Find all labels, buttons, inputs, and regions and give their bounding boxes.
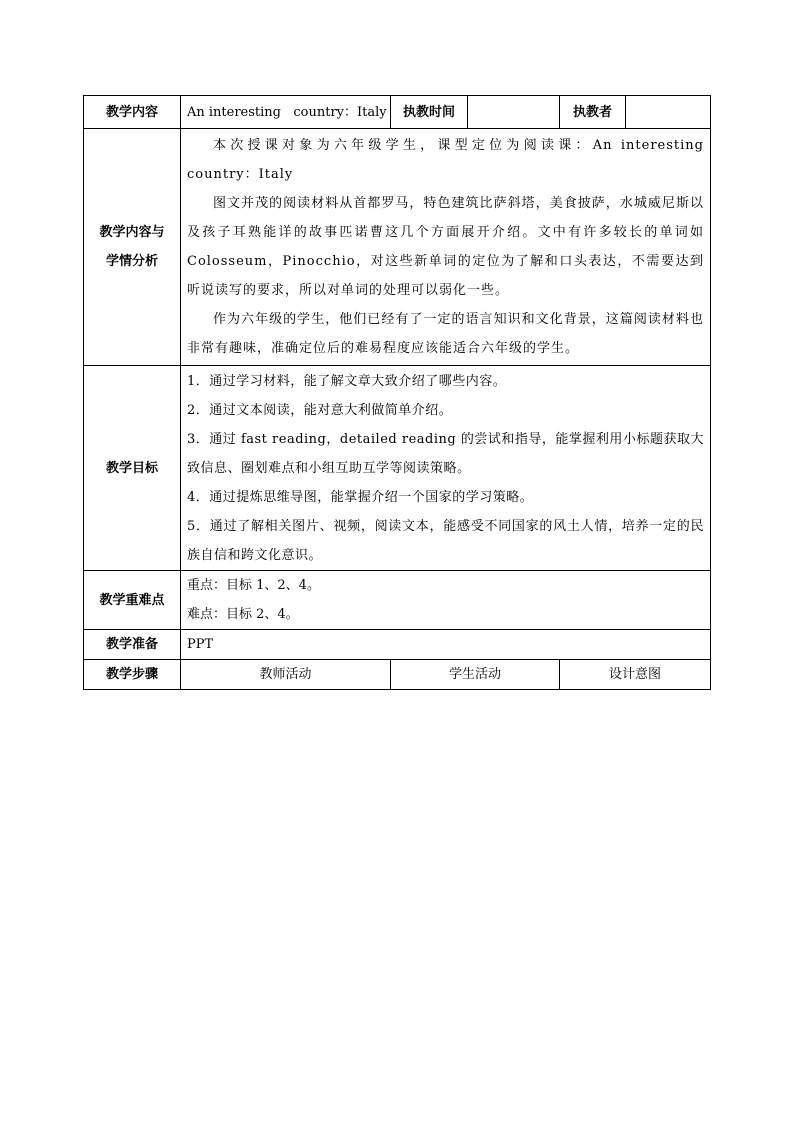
row-content bbox=[84, 96, 711, 129]
goal-item-1: 1．通过学习材料，能了解文章大致介绍了哪些内容。 bbox=[187, 373, 507, 389]
analysis-paragraph-1: 本次授课对象为六年级学生，课型定位为阅读课：An interesting country：Italy bbox=[187, 138, 704, 182]
time-label: 执教时间 bbox=[391, 96, 468, 129]
goal-item-4: 4．通过提炼思维导图，能掌握介绍一个国家的学习策略。 bbox=[187, 489, 534, 505]
goals-label: 教学目标 bbox=[84, 366, 181, 571]
goal-item-5: 5．通过了解相关图片、视频，阅读文本，能感受不同国家的风土人情，培养一定的民族自信和跨文化意识。 bbox=[187, 518, 704, 563]
steps-label: 教学步骤 bbox=[84, 660, 181, 690]
goal-item-3: 3．通过 fast reading，detailed reading 的尝试和指导，能掌握利用小标题获取大致信息、圈划难点和小组互助互学等阅读策略。 bbox=[187, 431, 704, 476]
design-intent-header: 设计意图 bbox=[560, 660, 711, 690]
analysis-paragraph-3: 作为六年级的学生，他们已经有了一定的语言知识和文化背景，这篇阅读材料也非常有趣味，准确定位后的难易程度应该能适合六年级的学生。 bbox=[187, 312, 704, 356]
row-preparation bbox=[84, 630, 711, 660]
analysis-label-line2: 学情分析 bbox=[105, 254, 158, 269]
preparation-value: PPT bbox=[181, 630, 711, 660]
teacher-label: 执教者 bbox=[560, 96, 626, 129]
goals-content bbox=[181, 366, 711, 571]
analysis-label-line1: 教学内容与 bbox=[99, 225, 165, 240]
analysis-content bbox=[181, 129, 711, 366]
teacher-value[interactable] bbox=[626, 96, 711, 129]
keypoints-content bbox=[181, 571, 711, 630]
key-point: 重点：目标 1、2、4。 bbox=[187, 578, 320, 593]
content-label: 教学内容 bbox=[84, 96, 181, 129]
analysis-label bbox=[84, 129, 181, 366]
time-value[interactable] bbox=[468, 96, 560, 129]
goal-item-2: 2．通过文本阅读，能对意大利做简单介绍。 bbox=[187, 402, 453, 418]
row-steps bbox=[84, 660, 711, 690]
teacher-activity-header: 教师活动 bbox=[181, 660, 391, 690]
difficult-point: 难点：目标 2、4。 bbox=[187, 607, 299, 622]
student-activity-header: 学生活动 bbox=[391, 660, 560, 690]
analysis-paragraph-2: 图文并茂的阅读材料从首都罗马，特色建筑比萨斜塔，美食披萨，水城威尼斯以及孩子耳熟能详的故事匹诺曹这几个方面展开介绍。文中有许多较长的单词如 Colosseum，Pinocchio，对这些新单词的定位为了解和口头表达，不需要达到听说读写的要求，所以对单词的处理可以弱化一些。 bbox=[187, 196, 704, 298]
keypoints-label: 教学重难点 bbox=[84, 571, 181, 630]
row-goals bbox=[84, 366, 711, 571]
row-analysis bbox=[84, 129, 711, 366]
content-value: An interesting country：Italy bbox=[181, 96, 391, 129]
row-keypoints bbox=[84, 571, 711, 630]
lesson-plan-table bbox=[83, 95, 711, 690]
preparation-label: 教学准备 bbox=[84, 630, 181, 660]
